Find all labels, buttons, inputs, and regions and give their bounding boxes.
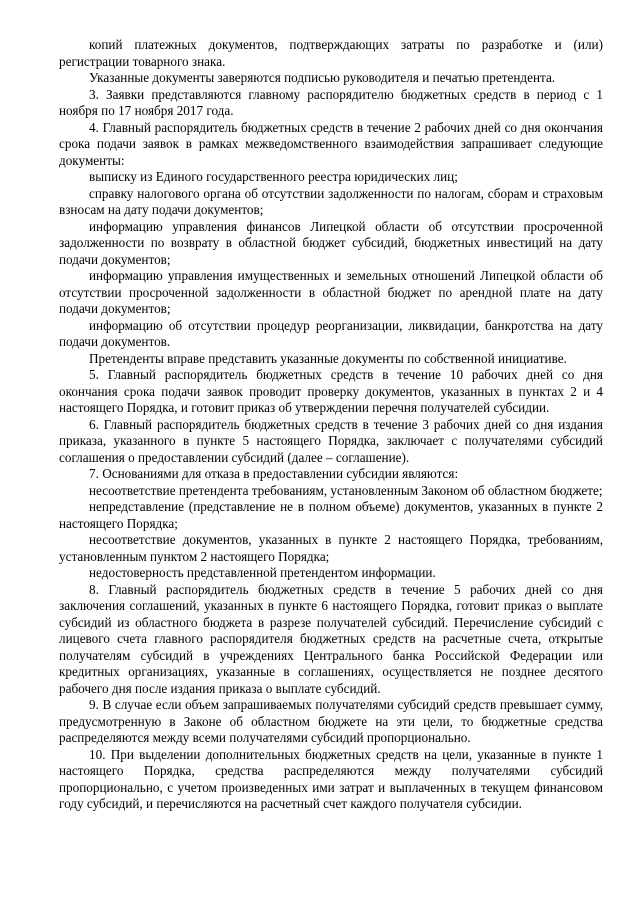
clause-3: 3. Заявки представляются главному распорядителю бюджетных средств в период с 1 ноября по 17 ноября 2017 года.: [59, 86, 603, 118]
clause-6: 6. Главный распорядитель бюджетных средств в течение 3 рабочих дней со дня издания приказа, указанного в пункте 5 настоящего Порядка, заключает с получателями субсидий соглашения о предоставлении субсидий (далее – соглашение).: [59, 416, 603, 465]
list-item-tax-certificate: справку налогового органа об отсутствии задолженности по налогам, сборам и страховым взносам на дату подачи документов;: [59, 185, 603, 217]
list-item-property-info: информацию управления имущественных и земельных отношений Липецкой области об отсутствии просроченной задолженности в областной бюджет по арендной плате на дату подачи документов;: [59, 268, 603, 316]
paragraph-payment-docs: копий платежных документов, подтверждающих затраты по разработке и (или) регистрации товарного знака.: [59, 37, 603, 69]
refusal-reason-noncompliance: несоответствие претендента требованиям, установленным Законом об областном бюджете;: [89, 482, 603, 498]
refusal-reason-document-mismatch: несоответствие документов, указанных в пункте 2 настоящего Порядка, требованиям, установленным пунктом 2 настоящего Порядка;: [59, 532, 603, 564]
clause-10: 10. При выделении дополнительных бюджетных средств на цели, указанные в пункте 1 настоящего Порядка, средства распределяются между получателями субсидий пропорционально, с учетом произведенных ими затрат и выплаченных в текущем финансовом году субсидий, и перечисляются на расчетный счет каждого получателя субсидии.: [59, 746, 603, 811]
paragraph-own-initiative: Претенденты вправе представить указанные документы по собственной инициативе.: [89, 350, 567, 366]
refusal-reason-nonsubmission: непредставление (представление не в полном объеме) документов, указанных в пункте 2 настоящего Порядка;: [59, 499, 603, 531]
clause-5: 5. Главный распорядитель бюджетных средств в течение 10 рабочих дней со дня окончания срока подачи заявок проводит проверку документов, указанных в пунктах 2 и 4 настоящего Порядка, и готовит приказ об утверждении перечня получателей субсидии.: [59, 367, 603, 415]
paragraph-certification: Указанные документы заверяются подписью руководителя и печатью претендента.: [89, 70, 556, 85]
clause-7: 7. Основаниями для отказа в предоставлении субсидии являются:: [89, 466, 459, 481]
list-item-finance-info: информацию управления финансов Липецкой области об отсутствии просроченной задолженности по возврату в областной бюджет субсидий, бюджетных инвестиций на дату подачи документов;: [59, 218, 603, 267]
clause-8: 8. Главный распорядитель бюджетных средств в течение 5 рабочих дней со дня заключения соглашений, указанных в пункте 6 настоящего Порядка, готовит приказ о выплате субсидий из областного бюджета в разрезе получателей субсидий. Перечисление субсидий с лицевого счета главного распорядителя бюджетных средств на расчетные счета, открытые получателям субсидий в учреждениях Центрального банка Российской Федерации или кредитных организациях, указанные в соглашениях, осуществляется не позднее десятого рабочего дня после издания приказа о выплате субсидий.: [59, 581, 603, 696]
refusal-reason-inaccuracy: недостоверность представленной претендентом информации.: [89, 565, 436, 580]
document-page: [59, 37, 603, 813]
clause-9: 9. В случае если объем запрашиваемых получателями субсидий средств превышает сумму, предусмотренную в Законе об областном бюджете на эти цели, то бюджетные средства распределяются между всеми получателями субсидий пропорционально.: [59, 697, 603, 745]
clause-4: 4. Главный распорядитель бюджетных средств в течение 2 рабочих дней со дня окончания срока подачи заявок в рамках межведомственного взаимодействия запрашивает следующие документы:: [59, 119, 603, 168]
list-item-egrul-extract: выписку из Единого государственного реестра юридических лиц;: [89, 169, 458, 184]
list-item-bankruptcy-info: информацию об отсутствии процедур реорганизации, ликвидации, банкротства на дату подачи документов.: [59, 317, 603, 349]
